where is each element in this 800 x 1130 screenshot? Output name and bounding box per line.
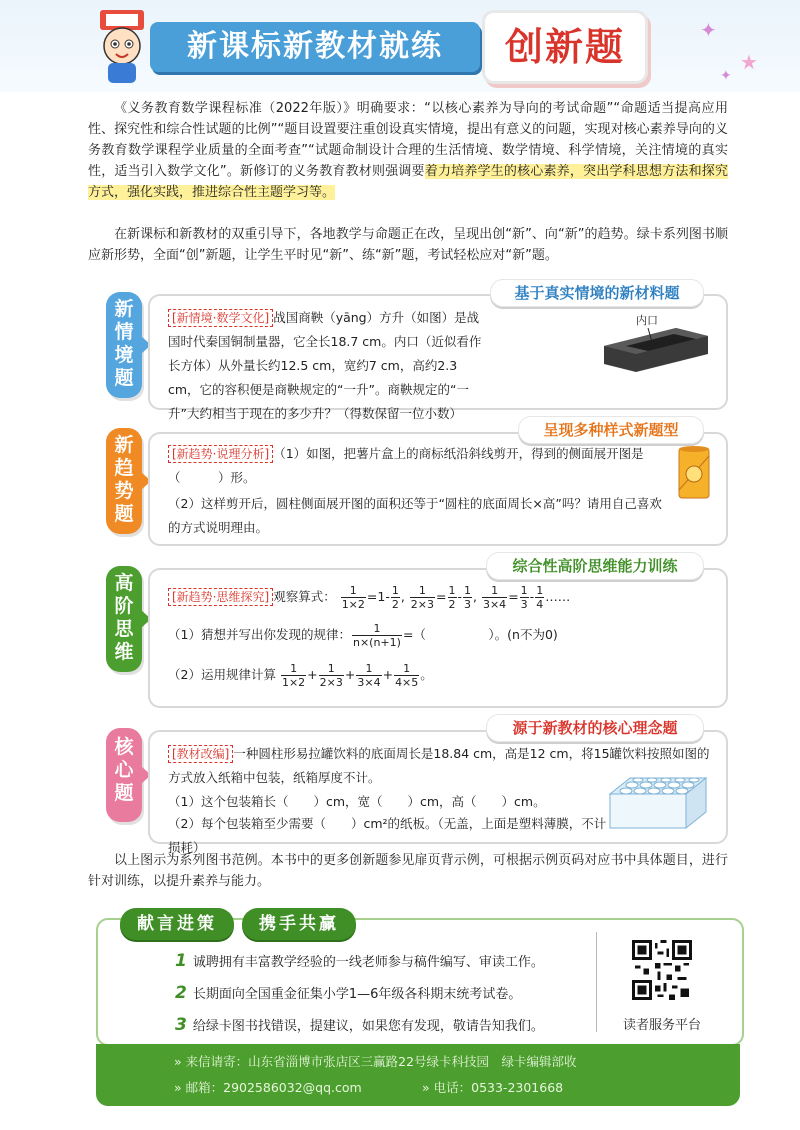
section-label-higher-thinking: 高 阶 思 维 bbox=[106, 566, 142, 672]
question-2: （2）每个包装箱至少需要（ ）cm²的纸板。（无盖，上面是塑料薄膜，不计损耗） bbox=[168, 816, 607, 855]
arrow-icon: » bbox=[174, 1054, 186, 1069]
question-1: （1）这个包装箱长（ ）cm，宽（ ）cm，高（ ）cm。 bbox=[168, 794, 546, 809]
section-title: 呈现多种样式新题型 bbox=[518, 416, 704, 444]
observe-equations: [新趋势·思维探究] 观察算式： $\frac{1}{1\times 2}$ =1- $\frac{1}{2}$ , $\frac{1}{2\times 3}$ = $\frac{1}{2}$ - $\frac{1}{3}$ , $\frac{1}{3\times 4}$ = $\frac{1}{3}$ - $\frac{1}{4}$ …… bbox=[168, 584, 708, 618]
question-text: [教材改编] 一种圆柱形易拉罐饮料的底面周长是18.84 cm，高是12 cm，将15罐饮料按照如图的方式放入纸箱中包装，纸箱厚度不计。 bbox=[168, 746, 710, 785]
address-line: » 来信请寄：山东省淄博市张店区三赢路22号绿卡科技园 绿卡编辑部收 bbox=[174, 1054, 577, 1069]
chip-canister-figure bbox=[676, 444, 712, 502]
phone-line: » 电话：0533-2301668 bbox=[422, 1080, 564, 1095]
question-text: （2）这样剪开后，圆柱侧面展开图的面积还等于“圆柱的底面周长×高”吗？请用自己喜欢的方式说明理由。 bbox=[168, 496, 662, 535]
list-item: 1 诚聘拥有丰富教学经验的一线老师参与稿件编写、审读工作。 bbox=[175, 951, 544, 971]
section-label-core: 核 心 题 bbox=[106, 728, 142, 822]
section-title: 源于新教材的核心理念题 bbox=[486, 714, 704, 742]
pill-suggestion: 献言进策 bbox=[120, 908, 234, 940]
divider bbox=[596, 932, 597, 1032]
can-box-figure bbox=[606, 772, 710, 832]
list-item: 2 长期面向全国重金征集小学1—6年级各科期末统考试卷。 bbox=[175, 983, 522, 1003]
banner-tag: 创新题 bbox=[482, 10, 648, 84]
contact-bar bbox=[96, 1044, 740, 1106]
intro-paragraph-2: 在新课标和新教材的双重引导下，各地教学与命题正在改，呈现出创“新”、向“新”的趋势。绿卡系列图书顺应新形势，全面“创”新题，让学生平时见“新”、练“新”题，考试轻松应对“新”题。 bbox=[88, 227, 728, 263]
figure-label: 内口 bbox=[636, 314, 658, 327]
list-item: 3 给绿卡图书找错误，提建议，如果您有发现，敬请告知我们。 bbox=[175, 1015, 544, 1035]
arrow-icon: » bbox=[422, 1080, 434, 1095]
question-1: （1）猜想并写出你发现的规律： $\frac{1}{n\times(n+1)}$ =（ ）。(n不为0) bbox=[168, 622, 558, 649]
star-icon: ★ bbox=[740, 50, 758, 74]
section-label-new-context: 新 情 境 题 bbox=[106, 292, 142, 398]
section-label-new-trend: 新 趋 势 题 bbox=[106, 428, 142, 534]
email-line: » 邮箱：2902586032@qq.com bbox=[174, 1080, 362, 1095]
pill-win-win: 携手共赢 bbox=[242, 908, 356, 940]
banner-title: 新课标新教材就练 bbox=[150, 22, 480, 72]
question-text: [新情境·数学文化] 战国商鞅（yāng）方升（如图）是战国时代秦国铜制量器，它全长18.7 cm。内口（近似看作长方体）从外量长约12.5 cm，宽约7 cm，高约2.3 cm，它的容积便是商鞅规定的“一升”。商鞅规定的“一升”大约相当于现在的多少升？（得数保留一位小数） bbox=[168, 310, 482, 421]
section-title: 基于真实情境的新材料题 bbox=[490, 279, 704, 307]
arrow-icon: » bbox=[174, 1080, 186, 1095]
outro-paragraph: 以上图示为系列图书范例。本书中的更多创新题参见扉页背示例，可根据示例页码对应书中具体题目，进行针对训练，以提升素养与能力。 bbox=[88, 853, 728, 889]
star-icon: ✦ bbox=[700, 18, 717, 42]
question-text: [新趋势·说理分析] （1）如图，把薯片盒上的商标纸沿斜线剪开，得到的侧面展开图是（ ）形。 bbox=[168, 446, 644, 485]
qr-label: 读者服务平台 bbox=[622, 1018, 701, 1033]
intro-paragraph-1: 《义务教育数学课程标准（2022年版）》明确要求：“以核心素养为导向的考试命题”“命题适当提高应用性、探究性和综合性试题的比例”“题目设置要注重创设真实情境，提出有意义的问题，实现对核心素养导向的义务教育数学课程学业质量的全面考查”“试题命制设计合理的生活情境、数学情境、科学情境，关注情境的真实性，适当引入数学文化”。新修订的义务教育教材则强调要着力培养学生的核心素养，突出学科思想方法和探究方式，强化实践，推进综合性主题学习等。 bbox=[88, 101, 728, 200]
section-title: 综合性高阶思维能力训练 bbox=[486, 552, 704, 580]
star-icon: ✦ bbox=[720, 68, 732, 84]
qr-code-icon[interactable] bbox=[632, 940, 692, 1000]
question-2: （2）运用规律计算 $\frac{1}{1\times 2}$ + $\frac{1}{2\times 3}$ + $\frac{1}{3\times 4}$ + $\frac{1}{4\times 5}$ 。 bbox=[168, 662, 433, 689]
mascot-icon bbox=[92, 6, 152, 86]
